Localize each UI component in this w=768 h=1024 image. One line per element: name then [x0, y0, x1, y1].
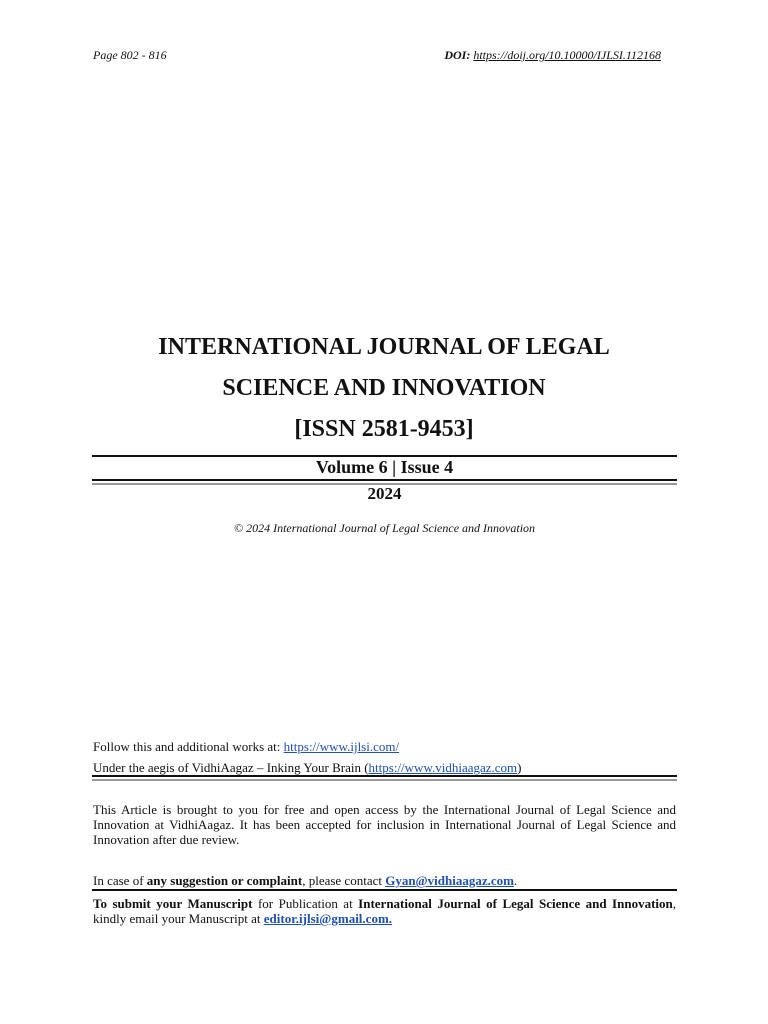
aegis-line [93, 760, 522, 776]
contact-suffix: . [513, 873, 518, 888]
page-range: Page 802 - 816 [93, 48, 167, 62]
contact-middle: , please contact [302, 873, 386, 888]
aegis-prefix: Under the aegis of VidhiAagaz – Inking Your Brain ( [93, 760, 369, 775]
journal-title-line-2: SCIENCE AND INNOVATION [222, 375, 546, 401]
submit-bold-2: International Journal of Legal Science and Innovation [358, 896, 673, 911]
doi-link[interactable]: https://doij.org/10.10000/IJLSI.112168 [473, 48, 661, 62]
contact-email-link[interactable]: Gyan@vidhiaagaz.com [385, 873, 514, 888]
submit-bold-1: To submit your Manuscript [93, 896, 253, 911]
year: 2024 [367, 484, 402, 503]
aegis-suffix: ) [517, 760, 522, 775]
open-access-notice: This Article is brought to you for free and open access by the International Journal of Legal Science and Innovation at VidhiAagaz. It has been accepted for inclusion in International Journal of Legal Science and Innovation after due review. [93, 802, 676, 847]
divider-bottom [92, 889, 677, 891]
doi-label: DOI: [444, 48, 471, 62]
divider-mid [92, 775, 677, 781]
submit-text-1: for Publication at [252, 896, 359, 911]
issn: [ISSN 2581-9453] [294, 416, 474, 442]
ijlsi-link[interactable]: https://www.ijlsi.com/ [283, 739, 400, 754]
contact-line [93, 873, 517, 889]
follow-prefix: Follow this and additional works at: [93, 739, 284, 754]
copyright: © 2024 International Journal of Legal Science and Innovation [233, 521, 536, 535]
contact-prefix: In case of [93, 873, 147, 888]
submit-text-2: , kindly email your Manuscript at [93, 896, 676, 926]
doi-header [444, 48, 661, 63]
submit-email-link[interactable]: editor.ijlsi@gmail.com. [263, 911, 393, 926]
follow-line [93, 739, 399, 755]
contact-bold: any suggestion or complaint [146, 873, 303, 888]
submit-notice [93, 896, 676, 926]
volume-issue: Volume 6 | Issue 4 [315, 457, 454, 477]
vidhiaagaz-link[interactable]: https://www.vidhiaagaz.com [368, 760, 518, 775]
journal-title-line-1: INTERNATIONAL JOURNAL OF LEGAL [158, 334, 610, 360]
